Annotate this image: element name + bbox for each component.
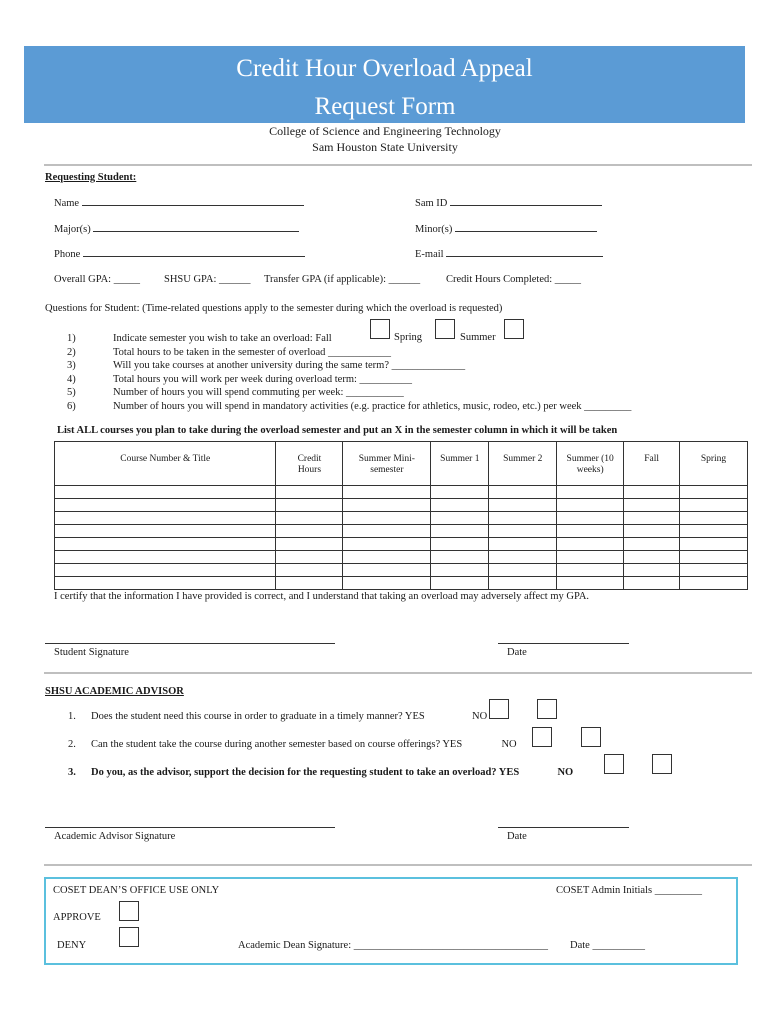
advisor-q2-num: 2.	[68, 739, 76, 750]
table-cell[interactable]	[680, 512, 748, 525]
table-cell[interactable]	[557, 525, 624, 538]
email-label: E-mail	[415, 249, 444, 260]
col-fall: Fall	[624, 442, 680, 486]
sam-id-field[interactable]	[415, 197, 602, 209]
col-summer2: Summer 2	[489, 442, 557, 486]
advisor-q1-no: NO	[472, 711, 488, 722]
table-cell[interactable]	[276, 486, 343, 499]
table-cell[interactable]	[343, 538, 431, 551]
question-text: Number of hours you will spend in mandatory activities (e.g. practice for athletics, music, rodeo, etc.) per week _________	[113, 400, 632, 412]
table-cell[interactable]	[624, 538, 680, 551]
name-field[interactable]	[54, 197, 304, 209]
student-signature-label: Student Signature	[54, 647, 129, 658]
table-cell[interactable]	[55, 538, 276, 551]
table-cell[interactable]	[55, 577, 276, 590]
divider	[44, 864, 752, 866]
table-cell[interactable]	[431, 512, 489, 525]
advisor-q1	[91, 711, 487, 722]
table-cell[interactable]	[431, 551, 489, 564]
college-name: College of Science and Engineering Technology	[269, 124, 501, 138]
table-cell[interactable]	[276, 577, 343, 590]
requesting-student-heading: Requesting Student:	[45, 172, 137, 183]
table-cell[interactable]	[343, 564, 431, 577]
table-cell[interactable]	[276, 525, 343, 538]
table-cell[interactable]	[680, 564, 748, 577]
table-cell[interactable]	[680, 551, 748, 564]
table-cell[interactable]	[557, 564, 624, 577]
dean-date-field[interactable]: Date __________	[570, 940, 645, 951]
q2-no-checkbox[interactable]	[581, 727, 601, 747]
table-cell[interactable]	[624, 525, 680, 538]
table-cell[interactable]	[624, 499, 680, 512]
table-cell[interactable]	[557, 551, 624, 564]
table-cell[interactable]	[276, 551, 343, 564]
table-cell[interactable]	[557, 512, 624, 525]
question-text: Total hours to be taken in the semester of overload ____________	[113, 346, 392, 358]
table-cell[interactable]	[489, 499, 557, 512]
table-cell[interactable]	[624, 512, 680, 525]
minor-field[interactable]	[415, 223, 597, 235]
table-row	[55, 512, 748, 525]
q1-yes-checkbox[interactable]	[489, 699, 509, 719]
table-cell[interactable]	[431, 538, 489, 551]
question-num: 3)	[67, 360, 76, 371]
table-cell[interactable]	[489, 512, 557, 525]
university-name: Sam Houston State University	[312, 140, 458, 154]
spring-label: Spring	[394, 332, 423, 343]
table-cell[interactable]	[276, 499, 343, 512]
dean-office-box	[44, 877, 738, 965]
table-row	[55, 499, 748, 512]
col-spring: Spring	[680, 442, 748, 486]
certification-statement: I certify that the information I have provided is correct, and I understand that taking an overload may adversely affect my GPA.	[54, 591, 590, 602]
question-num: 2)	[67, 346, 76, 358]
q1-no-checkbox[interactable]	[537, 699, 557, 719]
table-cell[interactable]	[489, 551, 557, 564]
approve-label: APPROVE	[53, 912, 101, 923]
q3-no-checkbox[interactable]	[652, 754, 672, 774]
table-cell[interactable]	[680, 486, 748, 499]
table-cell[interactable]	[55, 499, 276, 512]
advisor-q3-no: NO	[557, 767, 574, 778]
table-cell[interactable]	[276, 538, 343, 551]
major-line[interactable]	[93, 223, 299, 232]
question-num: 6)	[67, 400, 76, 412]
minor-label: Minor(s)	[415, 224, 453, 235]
email-field[interactable]	[415, 248, 603, 260]
table-cell[interactable]	[680, 538, 748, 551]
table-cell[interactable]	[343, 512, 431, 525]
course-rows	[55, 486, 748, 590]
advisor-q3	[91, 767, 573, 778]
question-num: 4)	[67, 373, 76, 385]
table-row	[55, 525, 748, 538]
table-cell[interactable]	[343, 525, 431, 538]
phone-field[interactable]	[54, 248, 305, 260]
q3-yes-checkbox[interactable]	[604, 754, 624, 774]
table-cell[interactable]	[276, 512, 343, 525]
advisor-q2-no: NO	[501, 739, 517, 750]
table-cell[interactable]	[489, 486, 557, 499]
col-summer10	[557, 442, 624, 486]
advisor-q1-num: 1.	[68, 711, 76, 722]
student-signature-line[interactable]	[45, 643, 335, 644]
courses-table	[54, 441, 748, 590]
table-cell[interactable]	[431, 499, 489, 512]
courses-instruction: List ALL courses you plan to take during the overload semester and put an X in the semester column in which it will be taken	[57, 425, 618, 436]
advisor-heading: SHSU ACADEMIC ADVISOR	[45, 686, 184, 697]
table-row	[55, 486, 748, 499]
student-date-label: Date	[507, 647, 527, 658]
table-cell[interactable]	[343, 486, 431, 499]
col-summer-mini-label: Summer Mini-semester	[358, 454, 415, 475]
question-num: 5)	[67, 387, 76, 398]
table-header-row	[55, 442, 748, 486]
name-line[interactable]	[82, 197, 304, 206]
advisor-date-line[interactable]	[498, 827, 629, 828]
advisor-q2-text: Can the student take the course during another semester based on course offerings? YES	[91, 739, 463, 750]
phone-label: Phone	[54, 249, 81, 260]
table-cell[interactable]	[624, 564, 680, 577]
advisor-signature-label: Academic Advisor Signature	[54, 831, 176, 842]
table-cell[interactable]	[489, 538, 557, 551]
table-cell[interactable]	[489, 564, 557, 577]
advisor-q3-num: 3.	[68, 767, 76, 778]
phone-line[interactable]	[83, 248, 305, 257]
major-field[interactable]	[54, 223, 299, 235]
table-cell[interactable]	[431, 525, 489, 538]
table-cell[interactable]	[276, 564, 343, 577]
table-row	[55, 564, 748, 577]
minor-line[interactable]	[455, 223, 597, 232]
table-cell[interactable]	[431, 577, 489, 590]
table-cell[interactable]	[557, 538, 624, 551]
col-course: Course Number & Title	[55, 442, 276, 486]
table-cell[interactable]	[55, 512, 276, 525]
table-cell[interactable]	[557, 486, 624, 499]
overall-gpa-field[interactable]: Overall GPA: _____	[54, 274, 140, 285]
col-summer10-label: Summer (10 weeks)	[566, 454, 614, 475]
table-cell[interactable]	[55, 525, 276, 538]
question-text: Number of hours you will spend commuting per week: ___________	[113, 387, 404, 398]
name-label: Name	[54, 198, 80, 209]
divider	[44, 672, 752, 674]
email-line[interactable]	[446, 248, 603, 257]
question-text: Total hours you will work per week during overload term: __________	[113, 373, 413, 385]
summer-label: Summer	[460, 332, 496, 343]
table-cell[interactable]	[557, 577, 624, 590]
divider	[44, 164, 752, 166]
table-cell[interactable]	[55, 564, 276, 577]
approve-checkbox[interactable]	[119, 901, 139, 921]
question-numbers	[67, 332, 76, 413]
credit-hours-field[interactable]: Credit Hours Completed: _____	[446, 274, 582, 285]
major-label: Major(s)	[54, 224, 91, 235]
table-row	[55, 551, 748, 564]
spring-checkbox[interactable]	[435, 319, 455, 339]
student-date-line[interactable]	[498, 643, 629, 644]
question-text: Will you take courses at another university during the same term? ______________	[113, 360, 466, 371]
question-texts	[113, 332, 631, 413]
table-row	[55, 538, 748, 551]
table-cell[interactable]	[489, 525, 557, 538]
col-summer1: Summer 1	[431, 442, 489, 486]
table-cell[interactable]	[343, 499, 431, 512]
advisor-q3-text: Do you, as the advisor, support the decision for the requesting student to take an overload? YES	[91, 767, 520, 778]
questions-intro: Questions for Student: (Time-related questions apply to the semester during which the overload is requested)	[45, 303, 503, 314]
advisor-signature-line[interactable]	[45, 827, 335, 828]
table-cell[interactable]	[343, 577, 431, 590]
shsu-gpa-field[interactable]: SHSU GPA: ______	[164, 274, 251, 285]
transfer-gpa-field[interactable]: Transfer GPA (if applicable): ______	[264, 274, 421, 285]
dean-office-label: COSET DEAN’S OFFICE USE ONLY	[53, 885, 220, 896]
table-cell[interactable]	[431, 486, 489, 499]
sam-id-line[interactable]	[450, 197, 602, 206]
form-title-line1: Credit Hour Overload Appeal	[236, 55, 533, 82]
col-credit-hours	[276, 442, 343, 486]
col-credit-hours-label: Credit Hours	[297, 454, 322, 475]
question-text: Indicate semester you wish to take an overload: Fall	[113, 333, 332, 344]
table-cell[interactable]	[55, 551, 276, 564]
deny-label: DENY	[57, 940, 87, 951]
table-cell[interactable]	[343, 551, 431, 564]
table-cell[interactable]	[680, 499, 748, 512]
table-cell[interactable]	[680, 525, 748, 538]
question-num: 1)	[67, 333, 76, 344]
form-title-line2: Request Form	[314, 93, 456, 120]
advisor-date-label: Date	[507, 831, 527, 842]
admin-initials-field[interactable]: COSET Admin Initials _________	[556, 885, 702, 896]
sam-id-label: Sam ID	[415, 198, 448, 209]
advisor-q1-text: Does the student need this course in order to graduate in a timely manner? YES	[91, 711, 425, 722]
q2-yes-checkbox[interactable]	[532, 727, 552, 747]
col-summer-mini	[343, 442, 431, 486]
fall-checkbox[interactable]	[370, 319, 390, 339]
table-row	[55, 577, 748, 590]
deny-checkbox[interactable]	[119, 927, 139, 947]
table-cell[interactable]	[557, 499, 624, 512]
table-cell[interactable]	[624, 577, 680, 590]
table-cell[interactable]	[489, 577, 557, 590]
table-cell[interactable]	[680, 577, 748, 590]
summer-checkbox[interactable]	[504, 319, 524, 339]
advisor-q2	[91, 739, 517, 750]
table-cell[interactable]	[624, 551, 680, 564]
table-cell[interactable]	[624, 486, 680, 499]
table-cell[interactable]	[55, 486, 276, 499]
dean-signature-field[interactable]: Academic Dean Signature: _____________________________________	[238, 940, 548, 951]
table-cell[interactable]	[431, 564, 489, 577]
